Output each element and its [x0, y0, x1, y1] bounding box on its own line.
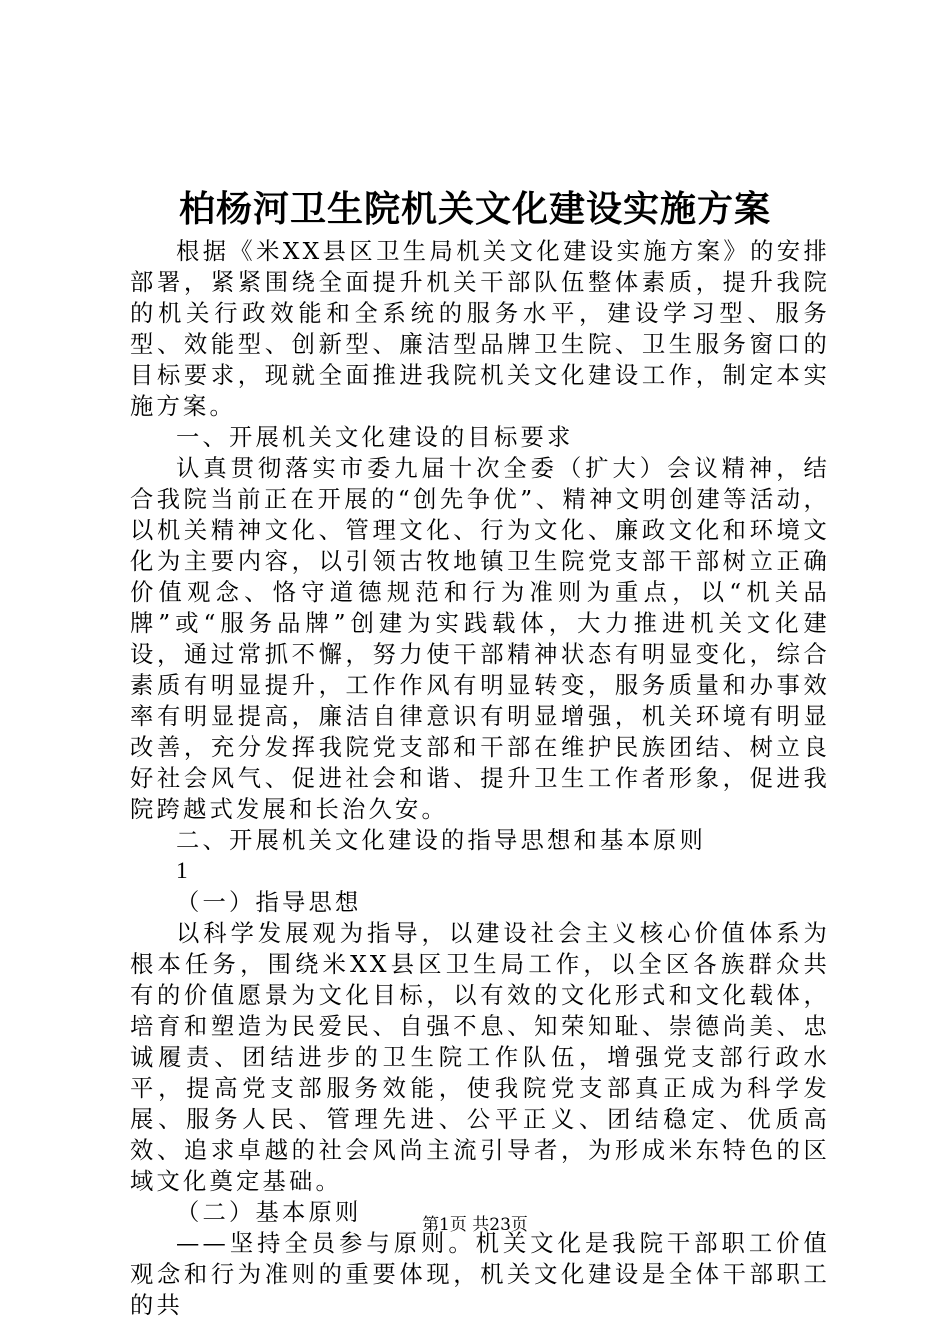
subsection-heading-1: （一）指导思想 — [176, 889, 362, 916]
paragraph-principles: ——坚持全员参与原则。机关文化是我院干部职工价值观念和行为准则的重要体现，机关文化建设是全体干部职工的共 — [130, 1230, 830, 1319]
subsection-heading-2: （二）基本原则 — [176, 1199, 362, 1226]
page-footer: 第1页 共23页 — [422, 1215, 528, 1235]
section-heading-1: 一、开展机关文化建设的目标要求 — [176, 424, 574, 451]
paragraph-intro: 根据《米XX县区卫生局机关文化建设实施方案》的安排部署，紧紧围绕全面提升机关干部队伍整体素质，提升我院的机关行政效能和全系统的服务水平，建设学习型、服务型、效能型、创新型、廉洁型品牌卫生院、卫生服务窗口的目标要求，现就全面推进我院机关文化建设工作，制定本实施方案。 — [130, 238, 830, 420]
paragraph-goals: 认真贯彻落实市委九届十次全委（扩大）会议精神，结合我院当前正在开展的“创先争优”、精神文明创建等活动，以机关精神文化、管理文化、行为文化、廉政文化和环境文化为主要内容，以引领古牧地镇卫生院党支部干部树立正确价值观念、恪守道德规范和行为准则为重点，以“机关品牌”或“服务品牌”创建为实践载体，大力推进机关文化建设，通过常抓不懈，努力使干部精神状态有明显变化，综合素质有明显提升，工作作风有明显转变，服务质量和办事效率有明显提高，廉洁自律意识有明显增强，机关环境有明显改善，充分发挥我院党支部和干部在维护民族团结、树立良好社会风气、促进社会和谐、提升卫生工作者形象，促进我院跨越式发展和长治久安。 — [130, 455, 830, 823]
document-title: 柏杨河卫生院机关文化建设实施方案 — [178, 188, 771, 230]
paragraph-guiding-thought: 以科学发展观为指导，以建设社会主义核心价值体系为根本任务，围绕米XX县区卫生局工作，以全区各族群众共有的价值愿景为文化目标，以有效的文化形式和文化载体，培育和塑造为民爱民、自强不息、知荣知耻、崇德尚美、忠诚履责、团结进步的卫生院工作队伍，增强党支部行政水平，提高党支部服务效能，使我院党支部真正成为科学发展、服务人民、管理先进、公平正义、团结稳定、优质高效、追求卓越的社会风尚主流引导者，为形成米东特色的区域文化奠定基础。 — [130, 920, 830, 1195]
inline-page-number: 1 — [176, 858, 191, 884]
section-heading-2: 二、开展机关文化建设的指导思想和基本原则 — [176, 827, 706, 854]
document-body — [130, 236, 830, 1321]
